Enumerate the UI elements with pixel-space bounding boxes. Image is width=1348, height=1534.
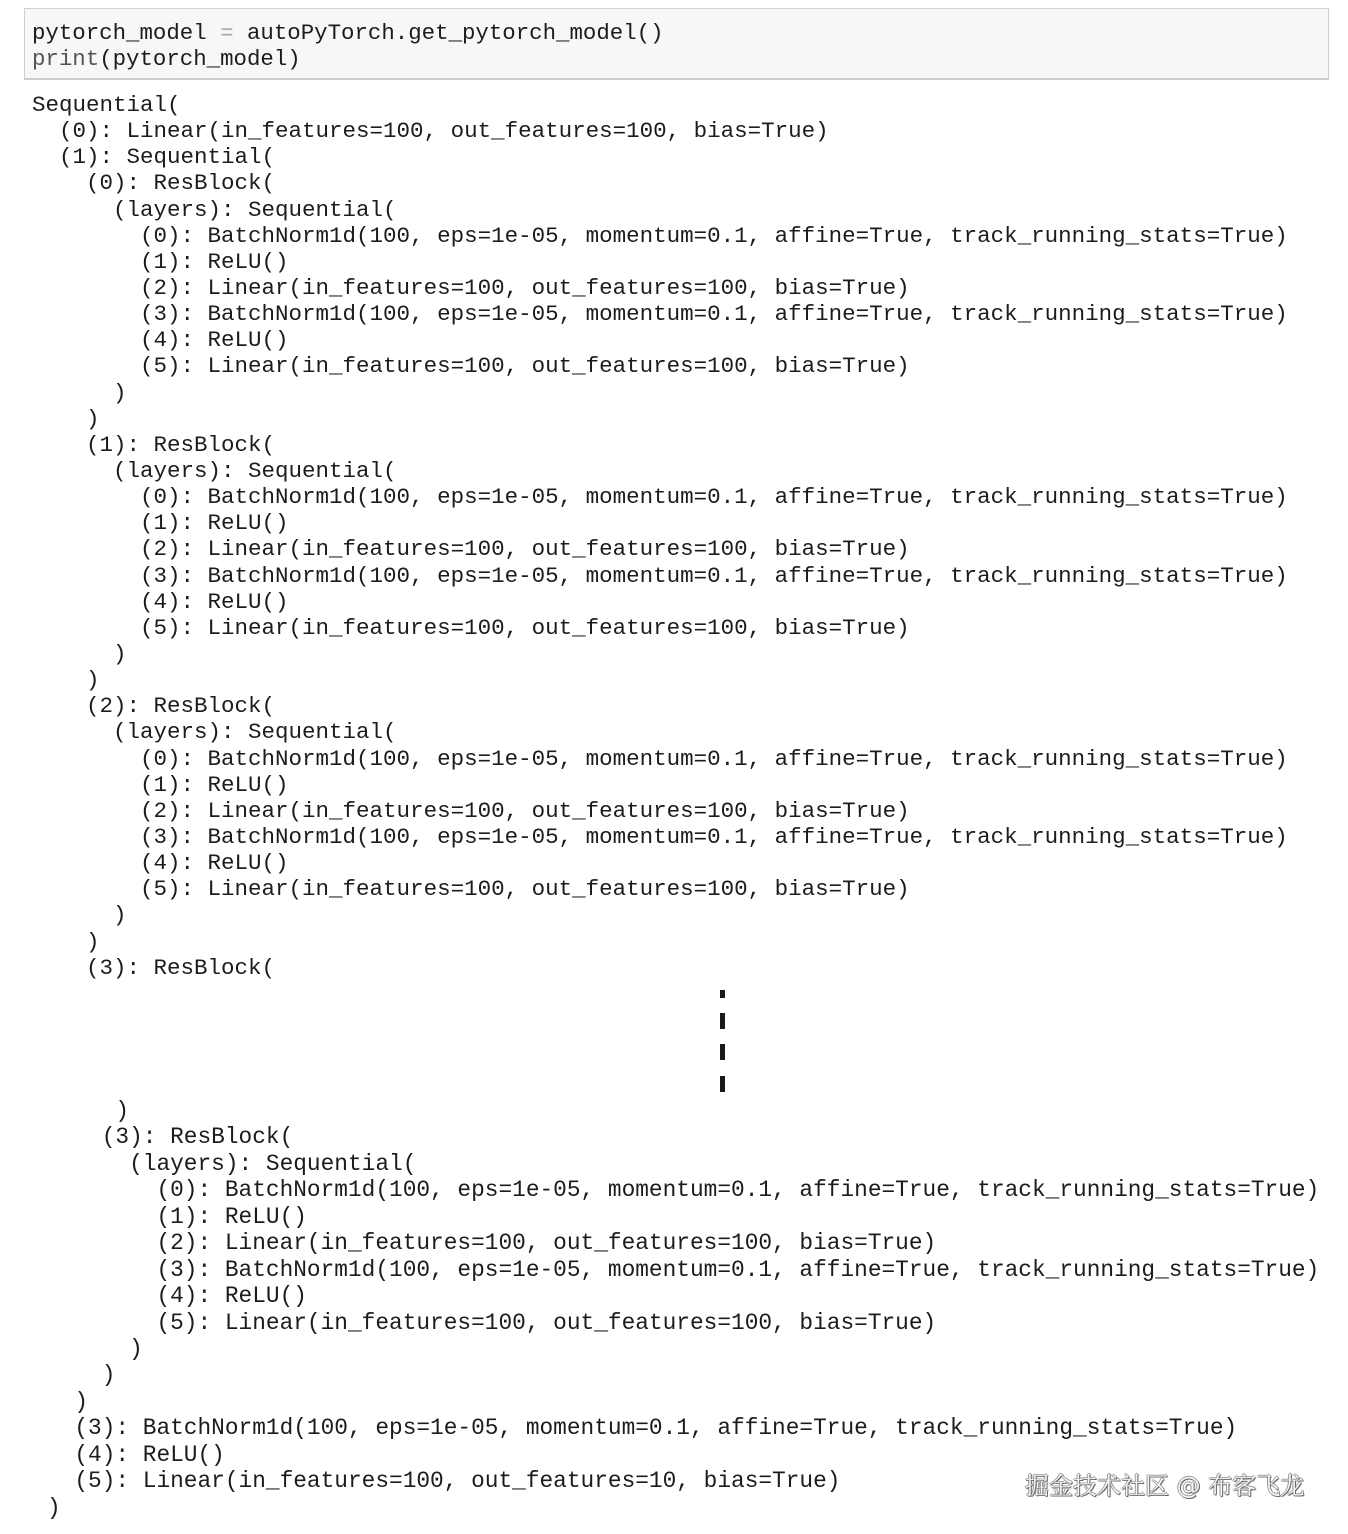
output-line: (3): BatchNorm1d(100, eps=1e-05, momentum=0.1, affine=True, track_running_stats=True) (32, 823, 1288, 850)
output-line: (4): ReLU() (47, 1283, 307, 1310)
output-line: ) (47, 1388, 89, 1415)
output-line: (1): ReLU() (32, 771, 289, 798)
print-args: (pytorch_model) (99, 46, 301, 72)
output-line: ) (32, 902, 127, 929)
output-line: (0): BatchNorm1d(100, eps=1e-05, momentum=0.1, affine=True, track_running_stats=True) (32, 484, 1288, 511)
output-lower (47, 1098, 1319, 1521)
output-line: (4): ReLU() (32, 588, 289, 615)
output-line: (1): ReLU() (32, 510, 289, 537)
output-line: (3): BatchNorm1d(100, eps=1e-05, momentum=0.1, affine=True, track_running_stats=True) (47, 1256, 1320, 1283)
output-line: ) (32, 640, 127, 667)
output-upper (32, 92, 1288, 981)
output-line: (2): Linear(in_features=100, out_features=100, bias=True) (47, 1230, 937, 1257)
code-line-2 (32, 46, 301, 72)
output-line: (0): BatchNorm1d(100, eps=1e-05, momentum=0.1, affine=True, track_running_stats=True) (32, 745, 1288, 772)
output-line: (5): Linear(in_features=100, out_features=100, bias=True) (32, 614, 910, 641)
output-line: (2): Linear(in_features=100, out_features=100, bias=True) (32, 797, 910, 824)
output-line: ) (47, 1362, 116, 1389)
output-line: (4): ReLU() (32, 327, 289, 354)
output-line: (0): Linear(in_features=100, out_features=100, bias=True) (32, 118, 829, 145)
output-line: (4): ReLU() (47, 1441, 225, 1468)
output-line: ) (47, 1494, 61, 1521)
output-line: (2): Linear(in_features=100, out_features=100, bias=True) (32, 274, 910, 301)
code-lhs: pytorch_model (32, 20, 221, 46)
output-line: ) (32, 928, 100, 955)
output-line: (5): Linear(in_features=100, out_features=100, bias=True) (47, 1309, 937, 1336)
output-line: (3): ResBlock( (47, 1124, 294, 1151)
code-line-1 (32, 20, 664, 46)
output-line: (2): ResBlock( (32, 693, 276, 720)
output-line: (3): BatchNorm1d(100, eps=1e-05, momentum=0.1, affine=True, track_running_stats=True) (47, 1415, 1238, 1442)
output-line: ) (32, 405, 100, 432)
output-line: ) (47, 1098, 130, 1124)
output-line: Sequential( (32, 92, 181, 118)
output-line: (3): BatchNorm1d(100, eps=1e-05, momentum=0.1, affine=True, track_running_stats=True) (32, 301, 1288, 328)
output-line: (layers): Sequential( (32, 457, 397, 484)
output-line: (0): ResBlock( (32, 170, 276, 197)
output-line: (3): ResBlock( (32, 954, 276, 981)
output-line: (1): ReLU() (32, 248, 289, 275)
output-line: ) (47, 1335, 143, 1362)
watermark: 掘金技术社区 @ 布客飞龙 (1025, 1472, 1305, 1500)
output-line: (1): ResBlock( (32, 431, 276, 458)
output-line: ) (32, 379, 127, 406)
output-line: (5): Linear(in_features=100, out_features=100, bias=True) (32, 876, 910, 903)
output-line: (5): Linear(in_features=100, out_features=10, bias=True) (47, 1468, 841, 1495)
code-input-cell[interactable] (24, 8, 1329, 80)
output-line: ) (32, 667, 100, 694)
output-line: (4): ReLU() (32, 850, 289, 877)
output-line: (3): BatchNorm1d(100, eps=1e-05, momentum=0.1, affine=True, track_running_stats=True) (32, 562, 1288, 589)
output-line: (1): ReLU() (47, 1203, 307, 1230)
output-line: (layers): Sequential( (47, 1150, 417, 1177)
output-line: (layers): Sequential( (32, 196, 397, 223)
output-line: (1): Sequential( (32, 144, 276, 171)
code-rhs: autoPyTorch.get_pytorch_model() (233, 20, 664, 46)
output-line: (0): BatchNorm1d(100, eps=1e-05, momentum=0.1, affine=True, track_running_stats=True) (47, 1177, 1320, 1204)
assign-operator: = (220, 20, 234, 46)
output-line: (5): Linear(in_features=100, out_features=100, bias=True) (32, 353, 910, 380)
output-line: (layers): Sequential( (32, 719, 397, 746)
print-builtin: print (32, 46, 100, 72)
output-line: (0): BatchNorm1d(100, eps=1e-05, momentum=0.1, affine=True, track_running_stats=True) (32, 222, 1288, 249)
output-line: (2): Linear(in_features=100, out_features=100, bias=True) (32, 536, 910, 563)
